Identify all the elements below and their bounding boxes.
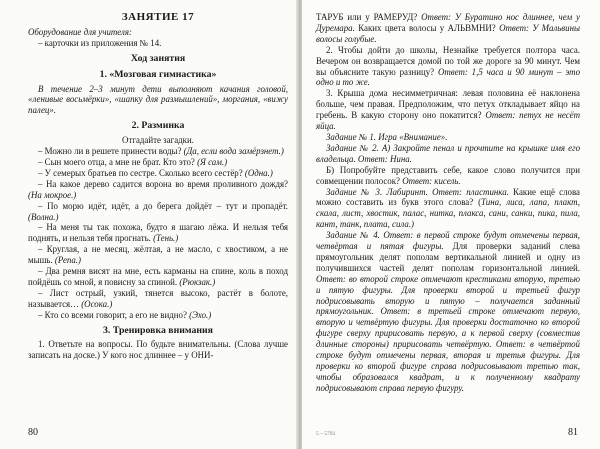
page-number-right: 81 (568, 427, 578, 439)
paragraph: 3. Крыша дома несимметричная: левая половина её наклонена больше, чем правая. Предположим, что петух откладывает яйцо на гребень. В какую сторону оно покатится? Ответ: петух не несёт яйца. (316, 88, 580, 132)
riddle: – Круглая, а не месяц, жёлтая, а не масло, с хвостиком, а не мышь. (Репа.) (28, 244, 288, 266)
riddle: – Два ремня висят на мне, есть карманы на спине, коль в поход пойдёшь со мной, я повисну за спиной. (Рюкзак.) (28, 266, 288, 287)
section-1-text: В течение 2–3 минут дети выполняют качания головой, «ленивые восьмёрки», «шапку для размышлений», моргания, «вижу палец». (28, 83, 288, 116)
paragraph: Задание № 2. А) Закройте пенал и прочтите на крышке имя его владельца. Ответ: Нина. (316, 142, 581, 164)
equipment-label: Оборудование для учителя: (28, 26, 132, 37)
riddle: – На какое дерево садится ворона во время проливного дождя? (На мокрое.) (28, 178, 288, 200)
page-number-left: 80 (28, 427, 38, 439)
lesson-title: ЗАНЯТИЕ 17 (121, 11, 195, 23)
paragraph: Задание № 4. Ответ: в первой строке будут отмечены первая, четвёртая и пятая фигуры. Для проверки заданий слева прямоугольник делят пополам вертикальной линией и одну из получившихся частей делят пополам горизонтальной линией. Ответ: во второй строке отмечают крестиками вторую, третью и пятую фигуры. Для проверки второй и третьей фигур подрисовывать вторую и пятую – получается заданный прямоугольник. Ответ: в третьей строке отмечают первую, вторую и четвёртую фигуры. Для проверки достаточно ко второй фигуре сверху пририсовать первую, а к первой сверху (совместив длинные стороны) пририсовать четвёртую. Ответ: в четвёртой строке будут отмечены первая, вторая и третья фигуры. Для проверки ко второй фигуре справа подрисовывают третью так, чтобы образовался квадрат, и к полученному квадрату подрисовывают справа первую фигуру. (316, 230, 581, 393)
section-1-heading: 1. «Мозговая гимнастика» (99, 68, 217, 80)
paragraph: Б) Попробуйте представить себе, какое слово получится при совмещении полосок? Ответ: кисель. (316, 164, 580, 186)
section-3-text: 1. Ответьте на вопросы. По будьте внимательны. (Слова лучше записать на доске.) У кого нос длиннее – у ОНИ- (28, 339, 288, 361)
task-heading: Задание № 1. Игра «Внимание». (326, 131, 448, 142)
section-2-heading: 2. Разминка (131, 120, 185, 132)
paragraph: 2. Чтобы дойти до школы, Незнайке требуется полтора часа. Вечером он возвращается домой по той же дороге за 90 минут. Чем вы объясните такую разницу? Ответ: 1,5 часа и 90 минут – это одно и то же. (316, 44, 581, 88)
left-page (0, 0, 298, 449)
right-page (302, 0, 600, 449)
paragraph: ТАРУБ или у РАМЕРУД? Ответ: У Буратино нос длиннее, чем у Дуремара. Каких цвета волосы у АЛЬВМНИ? Ответ: У Мальвины волосы голубые. (316, 12, 581, 44)
riddle: – По морю идёт, идёт, а до берега дойдёт – тут и пропадёт. (Волна.) (28, 200, 288, 222)
equipment-item: – карточки из приложения № 14. (38, 37, 162, 48)
section-3-heading: 3. Тренировка внимания (103, 324, 213, 336)
riddle: – На меня ты так похожа, будто я шагаю лёжа. И нельзя тебя поднять, и нельзя тебя прогнать. (Тень.) (28, 222, 288, 244)
riddle-list (28, 146, 288, 321)
riddle: – Лист острый, узкий, тянется высоко, растёт в болоте, называется… (Осока.) (28, 287, 288, 309)
riddle: – Кто со всеми говорит, а его не видно? (Эхо.) (38, 309, 212, 320)
section-2-intro: Отгадайте загадки. (122, 135, 194, 146)
riddle: – Сын моего отца, а мне не брат. Кто это? (Я сам.) (38, 156, 228, 167)
riddle: – У семерых братьев по сестре. Сколько всего сестёр? (Одна.) (38, 167, 273, 178)
paragraph: Задание № 3. Лабиринт. Ответ: пластинка. Какие ещё слова можно составить из букв этого слова? (Тина, лиса, лапа, плакт, скала, лист, хвостик, палас, нитка, плакса, сани, санки, пика, пила, кант, танк, плата, сила.) (316, 186, 580, 230)
printer-signature: 5 – 5793 (316, 431, 336, 438)
riddle: – Можно ли в решете принести воды? (Да, если вода замёрзнет.) (38, 146, 284, 157)
progress-heading: Ход занятия (130, 52, 186, 64)
